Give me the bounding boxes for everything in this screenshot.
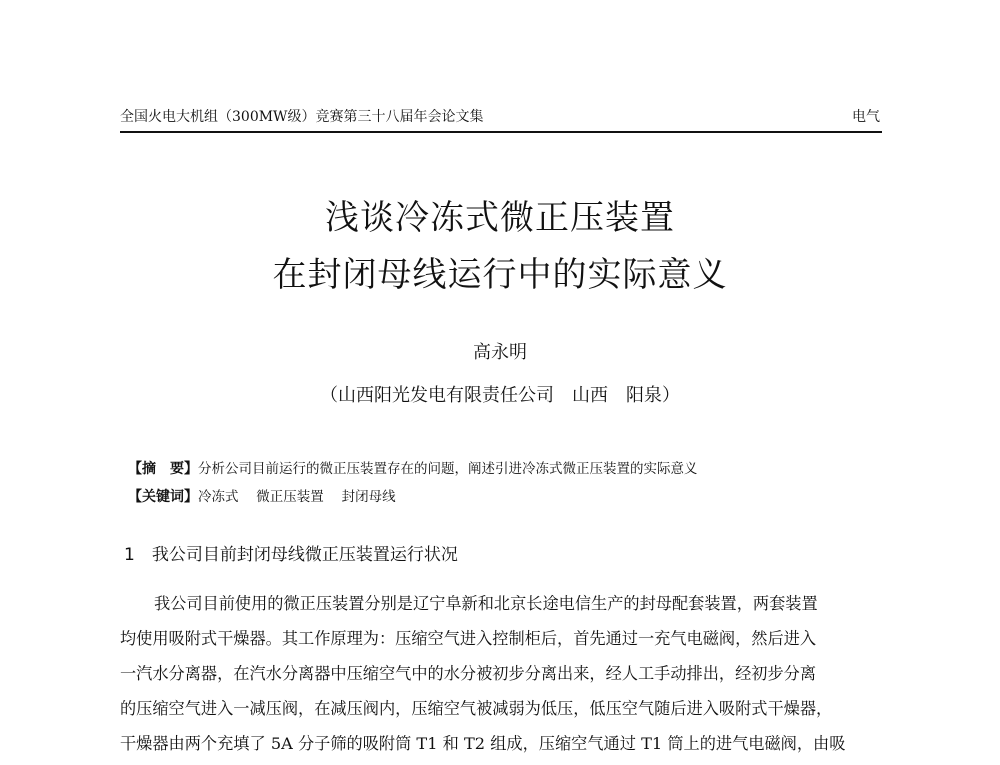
paragraph-line: 我公司目前使用的微正压装置分别是辽宁阜新和北京长途电信生产的封母配套装置，两套装置 <box>154 594 818 613</box>
proceedings-title: 全国火电大机组（300MW级）竞赛第三十八届年会论文集 <box>120 109 484 125</box>
abstract-text: 分析公司目前运行的微正压装置存在的问题，阐述引进冷冻式微正压装置的实际意义 <box>198 461 698 477</box>
abstract-label: 【摘 要】 <box>128 461 198 477</box>
abstract <box>128 459 698 479</box>
section-heading: 1 我公司目前封闭母线微正压装置运行状况 <box>124 545 458 565</box>
author-name: 高永明 <box>473 342 527 363</box>
paper-title-line-2: 在封闭母线运行中的实际意义 <box>272 255 728 295</box>
paragraph-line: 一汽水分离器，在汽水分离器中压缩空气中的水分被初步分离出来，经人工手动排出，经初步分离 <box>120 664 817 683</box>
paragraph-line: 的压缩空气进入一减压阀，在减压阀内，压缩空气被减弱为低压，低压空气随后进入吸附式干燥器， <box>120 699 833 718</box>
paragraph-line: 干燥器由两个充填了 5A 分子筛的吸附筒 T1 和 T2 组成，压缩空气通过 T1 筒上的进气电磁阀，由吸 <box>120 734 846 753</box>
keywords <box>128 487 396 507</box>
author-affiliation: （山西阳光发电有限责任公司 山西 阳泉） <box>320 385 680 406</box>
section-category: 电气 <box>852 109 880 125</box>
paper-title-line-1: 浅谈冷冻式微正压装置 <box>325 198 675 238</box>
paragraph-line: 均使用吸附式干燥器。其工作原理为：压缩空气进入控制柜后，首先通过一充气电磁阀，然后进入 <box>120 629 817 648</box>
running-header <box>120 107 882 133</box>
keywords-label: 【关键词】 <box>128 489 198 505</box>
keywords-text: 冷冻式 微正压装置 封闭母线 <box>198 489 396 505</box>
body-paragraph <box>120 590 886 765</box>
